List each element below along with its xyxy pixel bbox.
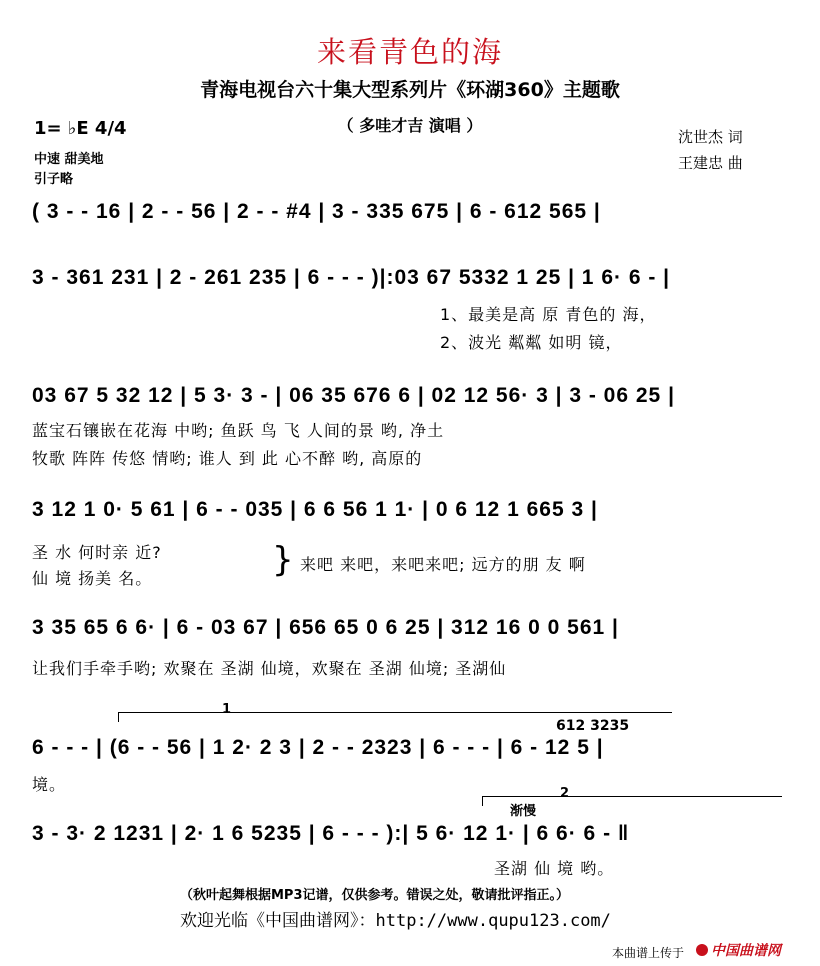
score-line-4: 3 12 1 0· 5 61 | 6 - - 035 | 6 6 56 1 1· | 0 6 12 1 665 3 |	[32, 498, 598, 521]
lyric-line-2-verse-2: 2、波光 粼粼 如明 镜，	[440, 333, 623, 352]
lyric-line-2-verse-1: 1、最美是高 原 青色的 海，	[440, 305, 657, 324]
volta-2-start	[482, 796, 483, 806]
score-line-6-upper: 612 3235	[556, 718, 630, 734]
composer-credit: 王建忠 曲	[678, 154, 743, 172]
volta-1-bracket	[118, 712, 672, 713]
song-subtitle: 青海电视台六十集大型系列片《环湖360》主题歌	[200, 79, 620, 101]
lyric-line-4-shared: 来吧 来吧，来吧来吧; 远方的朋 友 啊	[300, 555, 586, 574]
score-line-1: ( 3 - - 16 | 2 - - 56 | 2 - - #4 | 3 - 335 675 | 6 - 612 565 |	[32, 200, 601, 223]
tempo-marking: 中速 甜美地	[34, 152, 104, 167]
volta-1-number: 1	[222, 702, 232, 717]
volta-2-number: 2	[560, 786, 570, 801]
score-line-3: 03 67 5 32 12 | 5 3· 3 - | 06 35 676 6 | 02 12 56· 3 | 3 - 06 25 |	[32, 384, 675, 407]
volta-2-bracket	[482, 796, 782, 797]
welcome-url[interactable]: 欢迎光临《中国曲谱网》：http://www.qupu123.com/	[180, 911, 611, 931]
lyric-line-6: 境。	[32, 775, 67, 794]
score-line-6: 6 - - - | (6 - - 56 | 1 2· 2 3 | 2 - - 2323 | 6 - - - | 6 - 12 5 |	[32, 736, 604, 759]
key-signature: 1= ♭E 4/4	[34, 118, 127, 139]
transcription-note: （秋叶起舞根据MP3记谱，仅供参考。错误之处，敬请批评指正。）	[180, 888, 570, 903]
lyric-line-3-verse-1: 蓝宝石镶嵌在花海 中哟; 鱼跃 鸟 飞 人间的景 哟, 净土	[32, 421, 445, 440]
site-logo	[696, 940, 781, 960]
lyric-line-4-verse-2: 仙 境 扬美 名。	[32, 569, 153, 588]
score-line-5: 3 35 65 6 6· | 6 - 03 67 | 656 65 0 6 25 | 312 16 0 0 561 |	[32, 616, 619, 639]
score-line-2: 3 - 361 231 | 2 - 261 235 | 6 - - - )|:03 67 5332 1 25 | 1 6· 6 - |	[32, 266, 671, 289]
singer-credit: （ 多哇才吉 演唱 ）	[337, 116, 483, 135]
lyric-line-7: 圣湖 仙 境 哟。	[494, 859, 615, 878]
score-line-7: 3 - 3· 2 1231 | 2· 1 6 5235 | 6 - - - ):| 5 6· 12 1· | 6 6· 6 - ‖	[32, 822, 630, 845]
uploader-label: 本曲谱上传于	[612, 946, 685, 960]
intro-note: 引子略	[34, 172, 74, 187]
dynamic-marking: 渐慢	[510, 804, 537, 819]
song-title: 来看青色的海	[316, 35, 503, 69]
logo-text: 中国曲谱网	[711, 943, 781, 959]
logo-icon	[696, 944, 708, 956]
lyric-line-5: 让我们手牵手哟; 欢聚在 圣湖 仙境，欢聚在 圣湖 仙境; 圣湖仙	[32, 659, 507, 678]
volta-1-start	[118, 712, 119, 722]
lyricist-credit: 沈世杰 词	[678, 128, 743, 146]
lyric-brace: }	[272, 540, 294, 580]
lyric-line-4-verse-1: 圣 水 何时亲 近?	[32, 543, 162, 562]
lyric-line-3-verse-2: 牧歌 阵阵 传悠 情哟; 谁人 到 此 心不醉 哟, 高原的	[32, 449, 423, 468]
